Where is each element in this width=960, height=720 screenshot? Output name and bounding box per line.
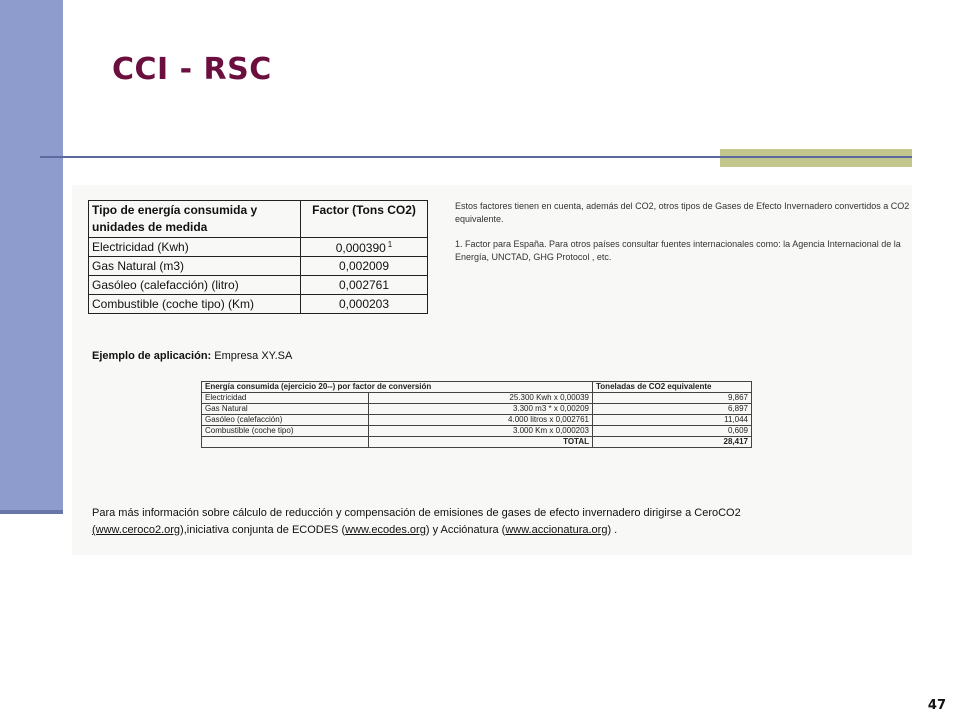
calc-tons-value: 9,867 (593, 393, 752, 404)
ceroco2-link: (www.ceroco2.org (92, 524, 181, 536)
factor-table-row (89, 295, 428, 314)
calc-table-row (202, 393, 752, 404)
example-company: Empresa XY.SA (214, 350, 293, 362)
factor-table-row (89, 257, 428, 276)
notes-line-ghg: Estos factores tienen en cuenta, además del CO2, otros tipos de Gases de Efecto Invernadero convertidos a CO2 equivalente. (455, 201, 910, 224)
footnote-marker: 1 (387, 239, 393, 249)
factor-value-cell (301, 238, 428, 257)
title-divider-accent (720, 149, 912, 167)
calc-energy-type: Gasóleo (calefacción) (202, 415, 369, 426)
calc-table-row (202, 426, 752, 437)
factor-table-header-type: Tipo de energía consumida y unidades de medida (89, 201, 301, 238)
factor-table-row (89, 276, 428, 295)
factor-table-header-factor: Factor (Tons CO2) (301, 201, 428, 238)
factor-notes (455, 200, 915, 276)
ecodes-link: www.ecodes.org (345, 524, 426, 536)
calc-tons-value: 11,044 (593, 415, 752, 426)
calc-energy-type: Electricidad (202, 393, 369, 404)
left-accent-bar (0, 0, 63, 510)
calc-formula: 25.300 Kwh x 0,00039 (369, 393, 593, 404)
calc-total-value: 28,417 (593, 437, 752, 448)
calc-total-spacer (202, 437, 369, 448)
slide-title: CCI - RSC (112, 52, 272, 87)
example-label: Ejemplo de aplicación: (92, 350, 212, 362)
notes-line-footnote: 1. Factor para España. Para otros países consultar fuentes internacionales como: la Agencia Internacional de la Energía, UNCTAD, GHG Protocol , etc. (455, 239, 901, 262)
factor-value: 0,000390 (335, 240, 386, 255)
more-info-text: ) . (607, 524, 618, 536)
calc-table-row (202, 415, 752, 426)
factor-value: 0,002009 (301, 257, 428, 276)
factor-type: Gas Natural (m3) (89, 257, 301, 276)
emission-factor-table (88, 200, 428, 314)
factor-type: Gasóleo (calefacción) (litro) (89, 276, 301, 295)
calc-tons-value: 0,609 (593, 426, 752, 437)
calc-total-label: TOTAL (369, 437, 593, 448)
calc-energy-type: Combustible (coche tipo) (202, 426, 369, 437)
factor-table-header (89, 201, 428, 238)
accionatura-link: www.accionatura.org (505, 524, 608, 536)
calc-formula: 4.000 litros x 0,002761 (369, 415, 593, 426)
calc-total-row (202, 437, 752, 448)
calc-formula: 3.000 Km x 0,000203 (369, 426, 593, 437)
factor-type: Electricidad (Kwh) (89, 238, 301, 257)
left-accent-bar-shadow (0, 510, 63, 514)
calc-table-row (202, 404, 752, 415)
calc-energy-type: Gas Natural (202, 404, 369, 415)
more-info-paragraph (92, 505, 812, 539)
page-number: 47 (927, 698, 946, 713)
calc-header-energy: Energía consumida (ejercicio 20--) por factor de conversión (202, 382, 593, 393)
calc-table-header (202, 382, 752, 393)
factor-table-row (89, 238, 428, 257)
more-info-text: ),iniciativa conjunta de ECODES ( (180, 524, 346, 536)
example-heading (92, 350, 292, 362)
co2-calculation-table (201, 381, 752, 448)
calc-header-tons: Toneladas de CO2 equivalente (593, 382, 752, 393)
more-info-text: ) y Acciónatura ( (425, 524, 506, 536)
factor-value: 0,002761 (301, 276, 428, 295)
factor-value: 0,000203 (301, 295, 428, 314)
more-info-text: Para más información sobre cálculo de reducción y compensación de emisiones de gases de efecto invernadero dirigirse a CeroCO2 (92, 507, 741, 519)
calc-tons-value: 6,897 (593, 404, 752, 415)
calc-formula: 3.300 m3 * x 0,00209 (369, 404, 593, 415)
title-divider-accent-line (720, 156, 912, 158)
factor-type: Combustible (coche tipo) (Km) (89, 295, 301, 314)
